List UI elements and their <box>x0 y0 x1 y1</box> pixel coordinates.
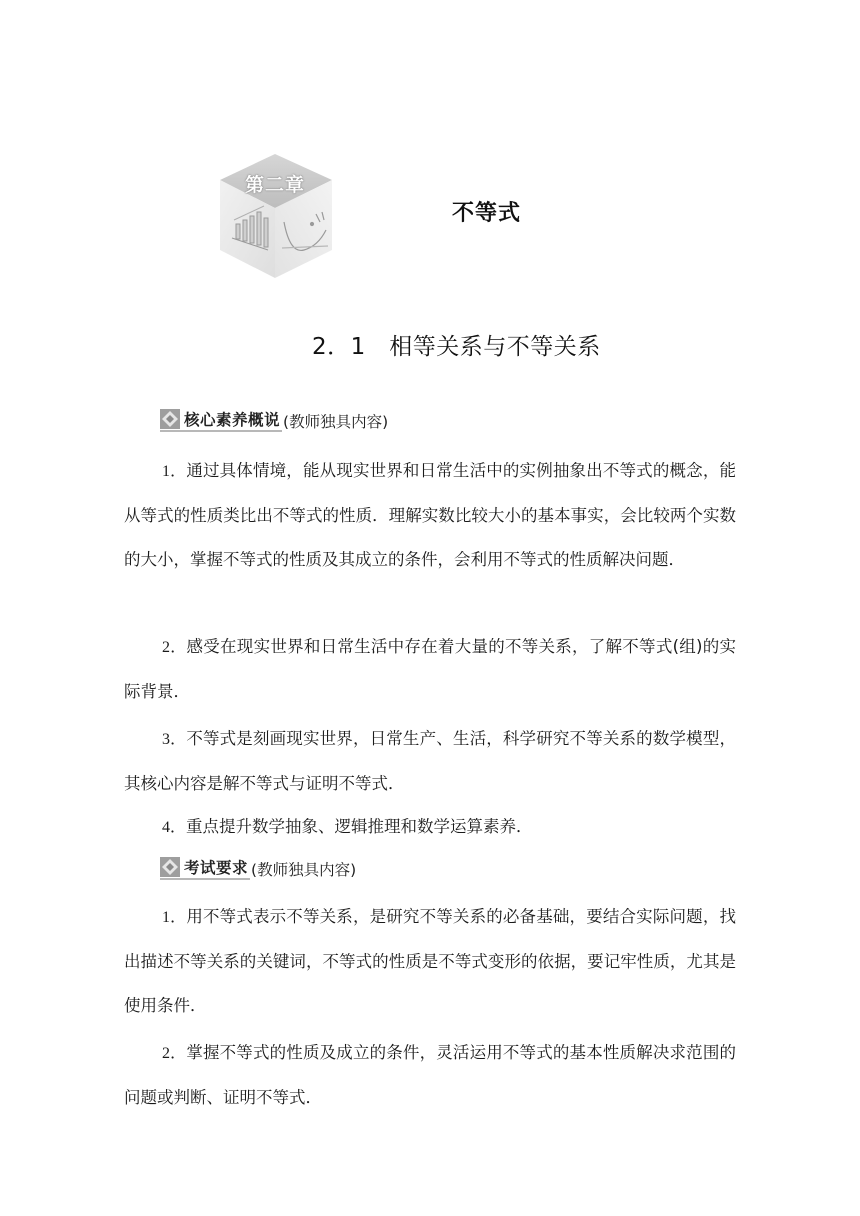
core-literacy-heading <box>160 408 388 432</box>
item-number: 1． <box>162 909 187 926</box>
exam-requirements-heading-tag <box>160 856 250 880</box>
item-number: 3． <box>162 731 187 748</box>
core-literacy-item-4 <box>124 805 736 850</box>
exam-requirements-heading <box>160 856 356 880</box>
chapter-badge-label: 第二章 <box>244 174 305 196</box>
item-text: 通过具体情境，能从现实世界和日常生活中的实例抽象出不等式的概念，能从等式的性质类比出不等式的性质．理解实数比较大小的基本事实，会比较两个实数的大小，掌握不等式的性质及其成立的条件，会利用不等式的性质解决问题． <box>124 461 736 569</box>
core-literacy-note: (教师独具内容) <box>283 413 389 431</box>
core-literacy-item-3 <box>124 717 736 806</box>
item-number: 2． <box>162 639 187 656</box>
item-text: 感受在现实世界和日常生活中存在着大量的不等关系，了解不等式(组)的实际背景． <box>124 637 736 701</box>
chapter-title: 不等式 <box>452 201 522 226</box>
core-literacy-item-1 <box>124 449 736 582</box>
diamond-marker-icon <box>160 409 180 429</box>
exam-requirements-note: (教师独具内容) <box>251 861 357 879</box>
exam-requirements-item-1 <box>124 895 736 1028</box>
item-number: 1． <box>162 463 187 480</box>
core-literacy-heading-tag <box>160 408 282 432</box>
core-literacy-heading-text: 核心素养概说 <box>184 411 281 429</box>
exam-requirements-heading-text: 考试要求 <box>184 859 249 877</box>
exam-requirements-item-2 <box>124 1031 736 1120</box>
section-title: 2．1 相等关系与不等关系 <box>312 334 601 360</box>
chapter-emblem <box>218 150 336 280</box>
item-number: 4． <box>162 819 187 836</box>
item-text: 重点提升数学抽象、逻辑推理和数学运算素养． <box>186 817 533 836</box>
item-text: 用不等式表示不等关系，是研究不等关系的必备基础，要结合实际问题，找出描述不等关系的关键词，不等式的性质是不等式变形的依据，要记牢性质，尤其是使用条件． <box>124 907 736 1015</box>
diamond-marker-icon <box>160 857 180 877</box>
core-literacy-item-2 <box>124 625 736 714</box>
item-text: 掌握不等式的性质及成立的条件，灵活运用不等式的基本性质解决求范围的问题或判断、证明不等式． <box>124 1043 736 1107</box>
item-number: 2． <box>162 1045 187 1062</box>
item-text: 不等式是刻画现实世界，日常生产、生活，科学研究不等关系的数学模型，其核心内容是解不等式与证明不等式． <box>124 729 736 793</box>
